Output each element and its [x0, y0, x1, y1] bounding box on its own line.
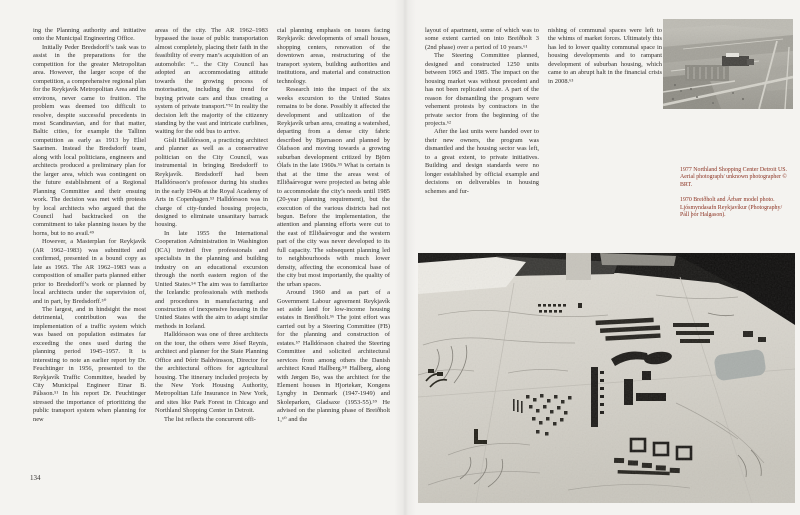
body-paragraph: After the last units were handed over to their new owners, the program was dismantled and the housing sector was left, to a great extent, to private initiatives. Building and design standards were no longer established by official example and decisions on deliverables in housing schemes and fur- [425, 128, 539, 195]
body-paragraph: Around 1960 and as part of a Government Labour agreement Reykjavík set aside land for low-income housing estates in Breiðholt.⁵⁶ The joint effort was carried out by a Steering Committee (FB) for the planning and construction of estates.⁵⁷ Halldórsson chaired the Steering Committee and solicited architectural services from among others the Danish architect Knud Hallberg.⁵⁸ Hallberg, along with Jørgen Bo, was the architect for the Element houses in Hjortekær, Kongens Lyngby in Denmark (1947-1949) and Skoleparken, Gladsaxe (1953-55).⁵⁹ He advised on the planning phase of Breiðholt 1,⁶⁰ and the [277, 289, 390, 423]
body-paragraph: The Steering Committee planned, designed and constructed 1250 units between 1965 and 1985. The impact on the housing market was without precedent and has not been replicated since. A part of the reason for dismantling the program were vehement protests by contractors in the private sector from the beginning of the projects.⁶² [425, 52, 539, 127]
body-paragraph: nishing of communal spaces were left to the whims of market forces. Ultimately this has led to lower quality communal space in housing developments and to rampant development of suburban housing, which came to an abrupt halt in the financial crisis in 2008.⁶³ [548, 27, 662, 85]
page-number: 134 [30, 474, 41, 482]
left-column-3 [277, 27, 390, 477]
body-paragraph: layout of apartment, some of which was to some extent carried on into Breiðholt 3 (2nd phase) over a period of 10 years.⁶¹ [425, 27, 539, 51]
right-column-1 [425, 27, 539, 257]
right-page-text [425, 27, 662, 257]
body-paragraph: In late 1955 the International Cooperation Administration in Washington (ICA) invited five professionals and specialists in the planning and building industry on an educational excursion through the north eastern region of the United States.⁵⁴ The aim was to familiarize the Icelandic professionals with methods and procedures in manufacturing and construction of inexpensive housing in the United States with the aim to adapt similar methods in Iceland. [155, 229, 268, 330]
body-paragraph: Research into the impact of the six weeks excursion to the United States remains to be done. Possibly it affected the development and utilization of the Reykjavík urban area, creating a watershed, departing from a dense city fabric described by Bjarnason and planned by Ólafsson and moving towards a growing suburban development critized by Björn Ólafs in the late 1960s.⁵⁵ What is certain is that at the time the areas west of Elliðaárvogur were projected as being able to accommodate the city’s needs until 1985 (20-year planning requirement), but the execution of the various districts had not begun. Before the implementation, the attention and planning efforts were cut to the east of Elliðaárvogur and the western part of the city was never developed to its full capacity. The subsequent planning led to neighbourhoods with much lower density, affecting the economical base of the city but most importantly, the quality of the urban spaces. [277, 86, 390, 288]
left-column-1 [33, 27, 146, 477]
body-paragraph: Halldórsson was one of three architects on the tour, the others were Jósef Reynis, architect and planner for the State Planning Office and Þórir Baldvinsson, Director for the architectural offices for agricultural housing. The itinerary included projects by the New York Housing Authority, Metropolitan Life Insurance in New York, and sites like Park Forest in Chicago and Northland Shopping Center in Detroit. [155, 331, 268, 415]
photo-captions [680, 167, 792, 227]
northland-aerial-photo [663, 19, 793, 109]
caption-northland: 1977 Northland Shopping Center Detroit US. Aerial photograph/ unknown photographer © BRT. [680, 167, 788, 188]
page-gutter-shadow [394, 0, 416, 515]
body-paragraph: The largest, and in hindsight the most detrimental, contribution was the implementation of a traffic system which was based on population estimates far exceeding the ones used during the planning period 1945–1957. It is interesting to note an earlier report by Dr. Feuchtinger in 1956, presented to the Reykjavík Traffic Committee, headed by City Municipal Engineer Einar B. Pálsson.⁵¹ In his report Dr. Feuchtinger stressed the importance of prioritizing the public transport system when planning for new [33, 305, 146, 423]
caption-breidholt-model: 1970 Breiðholt and Árbær model photo. Ljósmyndasafn Reykjavíkur (Photography/ Páll þór Halgason). [680, 197, 783, 219]
body-paragraph: cial planning emphasis on issues facing Reykjavík: developments of small houses, shopping centers, renovation of the downtown areas, restructuring of the transport system, building authorities and institutions, and material and construction technology. [277, 27, 390, 85]
left-column-2 [155, 27, 268, 477]
breidholt-model-photo [418, 253, 795, 503]
body-paragraph: However, a Masterplan for Reykjavík (AR 1962–1983) was submitted and confirmed, presented in a bound copy as late as 1965. The AR 1962–1983 was a composition of smaller parts planned either prior to Bredsdorff’s work or planned by local architects under the supervision of, and in part, by Bredsdorff.⁵⁰ [33, 238, 146, 305]
body-paragraph: Gísli Halldórsson, a practicing architect and planner as well as a conservative politician on the City Council, was instrumental in bringing Bredsdorff to Reykjavík. Bredsdorff had been Halldórsson’s professor during his studies in the early 1940s at the Royal Academy of Arts in Copenhagen.⁵³ Halldórsson was in charge of city-funded housing projects, designed to eliminate unsanitary barrack housing. [155, 136, 268, 229]
body-paragraph: Initially Peder Bredsdorff’s task was to assist in the preparations for the competition for the greater Metropolitan area. However, the larger scope of the competition, a comprehensive regional plan for the Reykjavík Metropolitan Area and its environs, never came to fruition. The problem was deemed too difficult to resolve, despite successful precedents in most Scandinavian, and for that matter, Baltic cities, for example the Tallinn competition as early as 1913 by Eliel Saarinen. Instead the Bredsdorff team, along with local politicians, engineers and architects produced a preliminary plan for the larger area, which was contingent on the future establishment of a Regional Planning Committee and their ensuing work. The decision was met with protests by local architects who argued that the Council had backtracked on the commitment to take planning issues by the horns, but to no avail.⁴⁹ [33, 43, 146, 237]
left-page-text [33, 27, 390, 477]
body-paragraph: ing the Planning authority and initiative onto the Municipal Engineering Office. [33, 27, 146, 43]
body-paragraph: areas of the city. The AR 1962–1983 bypassed the issue of public transportation almost completely, placing their faith in the feasibility of every man’s acquisition of an automobile: “... the City Council has adopted an accommodating attitude towards the growing process of motorisation, including the trend for buying private cars and thus creating a system of private transport.”⁵² In reality the decision left the majority of the citizenry standing by the vast and intricate curblines, waiting for the odd bus to arrive. [155, 27, 268, 136]
body-paragraph: The list reflects the concurrent offi- [164, 415, 256, 423]
right-column-2 [548, 27, 662, 257]
